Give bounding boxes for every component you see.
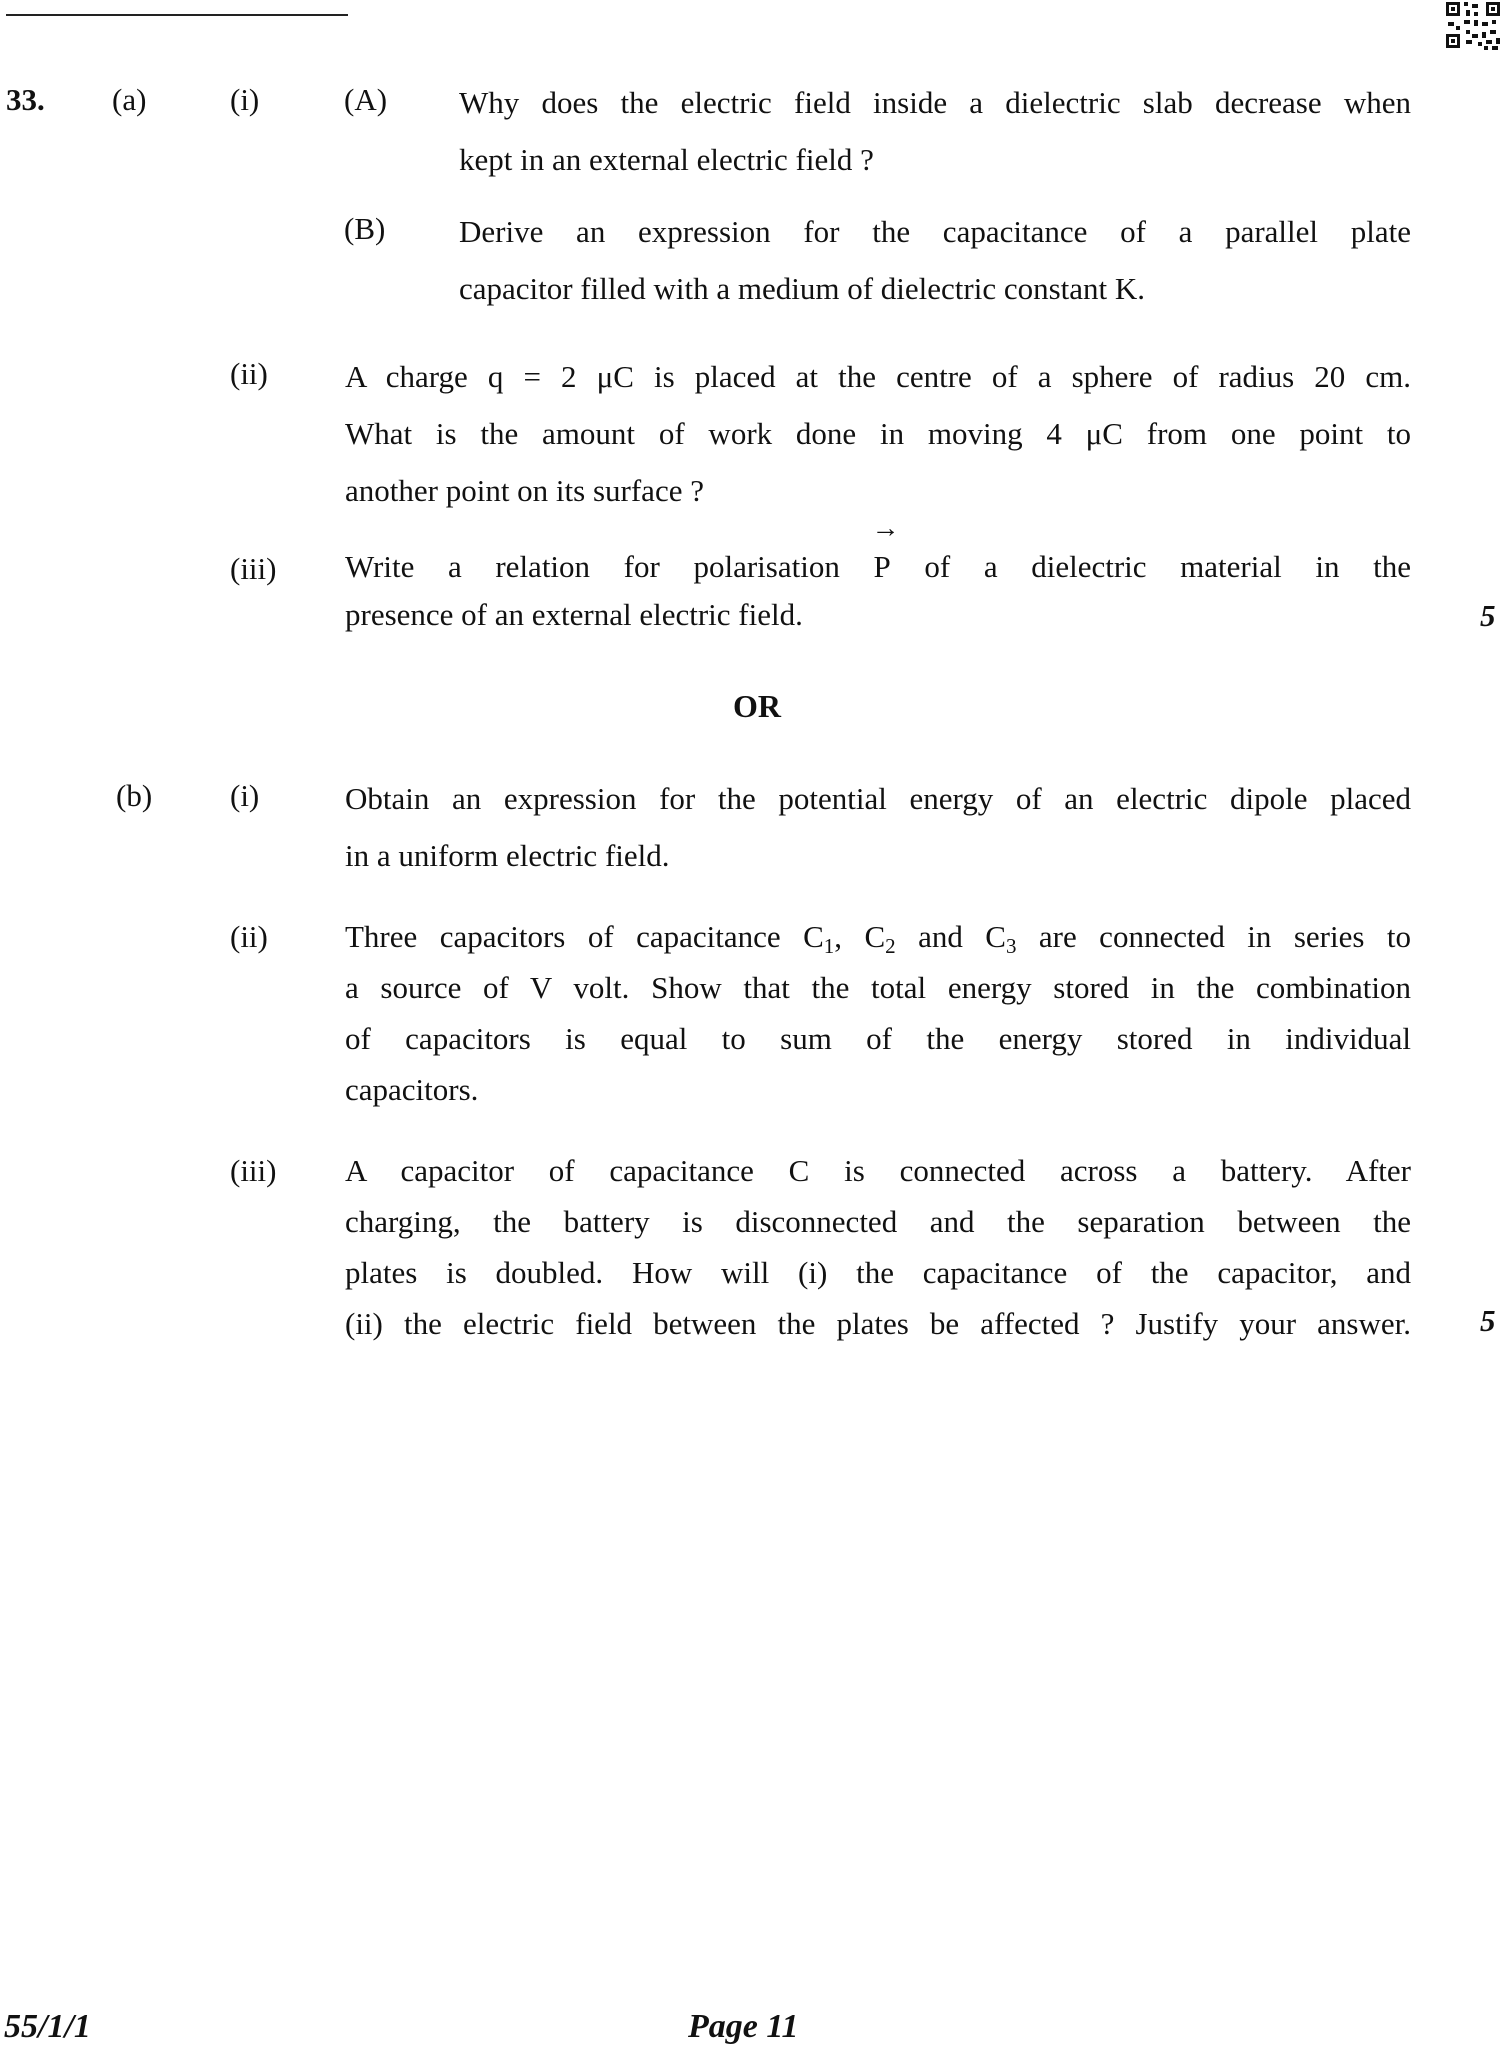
question-a-iii-text [345, 513, 1411, 639]
text-line: in a uniform electric field. [345, 838, 670, 873]
text-line: Why does the electric field inside a dielectric slab decrease when [459, 85, 1411, 120]
marks-a: 5 [1480, 598, 1496, 633]
text-line: Obtain an expression for the potential energy of an electric dipole placed [345, 781, 1411, 816]
question-a-ii-text [345, 348, 1411, 519]
text-line: kept in an external electric field ? [459, 142, 874, 177]
subpart-a-ii-label: (ii) [230, 356, 268, 391]
text-line: presence of an external electric field. [345, 597, 803, 632]
text-fragment: are connected in series to [1016, 919, 1411, 954]
part-a-label: (a) [112, 82, 147, 117]
text-line: charging, the battery is disconnected and the separation between the [345, 1204, 1411, 1239]
text-line: A charge q = 2 μC is placed at the centre of a sphere of radius 20 cm. [345, 359, 1411, 394]
item-a-i-A-label: (A) [344, 82, 388, 117]
text-line: of capacitors is equal to sum of the energy stored in individual [345, 1021, 1411, 1056]
text-line: another point on its surface ? [345, 473, 704, 508]
paper-code: 55/1/1 [4, 2008, 91, 2045]
subpart-b-ii-label: (ii) [230, 919, 268, 954]
text-fragment: of a dielectric material in the [924, 549, 1411, 584]
text-fragment: Three capacitors of capacitance C [345, 919, 824, 954]
text-line: plates is doubled. How will (i) the capacitance of the capacitor, and [345, 1255, 1411, 1290]
subpart-b-iii-label: (iii) [230, 1153, 277, 1188]
vector-arrow: → [871, 513, 900, 544]
top-rule [6, 14, 348, 16]
question-number: 33. [6, 82, 45, 117]
text-fragment: and C [895, 919, 1006, 954]
qr-code-icon [1444, 0, 1504, 52]
subpart-a-iii-label: (iii) [230, 551, 277, 586]
item-a-i-B-label: (B) [344, 211, 386, 246]
text-line: A capacitor of capacitance C is connected across a battery. After [345, 1153, 1411, 1188]
text-line [345, 911, 1411, 962]
subscript: 2 [885, 934, 896, 958]
text-line: capacitors. [345, 1072, 479, 1107]
question-b-iii-text [345, 1145, 1411, 1349]
question-a-i-B-text [459, 203, 1411, 317]
subscript: 3 [1005, 934, 1017, 958]
page-number: Page 11 [688, 2008, 799, 2045]
question-b-i-text [345, 770, 1411, 884]
or-separator: OR [733, 688, 781, 724]
text-line: What is the amount of work done in moving 4 μC from one point to [345, 416, 1411, 451]
vector-symbol: P [873, 549, 891, 584]
subpart-a-i-label: (i) [230, 82, 260, 117]
text-fragment: Write a relation for polarisation [345, 549, 840, 584]
polarisation-vector [871, 513, 900, 591]
question-b-ii-text [345, 911, 1411, 1115]
text-line: a source of V volt. Show that the total energy stored in the combination [345, 970, 1411, 1005]
part-b-label: (b) [116, 778, 153, 813]
marks-b: 5 [1480, 1303, 1496, 1338]
text-line [345, 513, 1411, 591]
question-a-i-A-text [459, 74, 1411, 188]
subpart-b-i-label: (i) [230, 778, 260, 813]
text-line: (ii) the electric field between the plates be affected ? Justify your answer. [345, 1306, 1411, 1341]
text-line: Derive an expression for the capacitance of a parallel plate [459, 214, 1411, 249]
text-line: capacitor filled with a medium of dielectric constant K. [459, 271, 1146, 306]
text-fragment: , C [834, 919, 886, 954]
subscript: 1 [823, 934, 835, 958]
